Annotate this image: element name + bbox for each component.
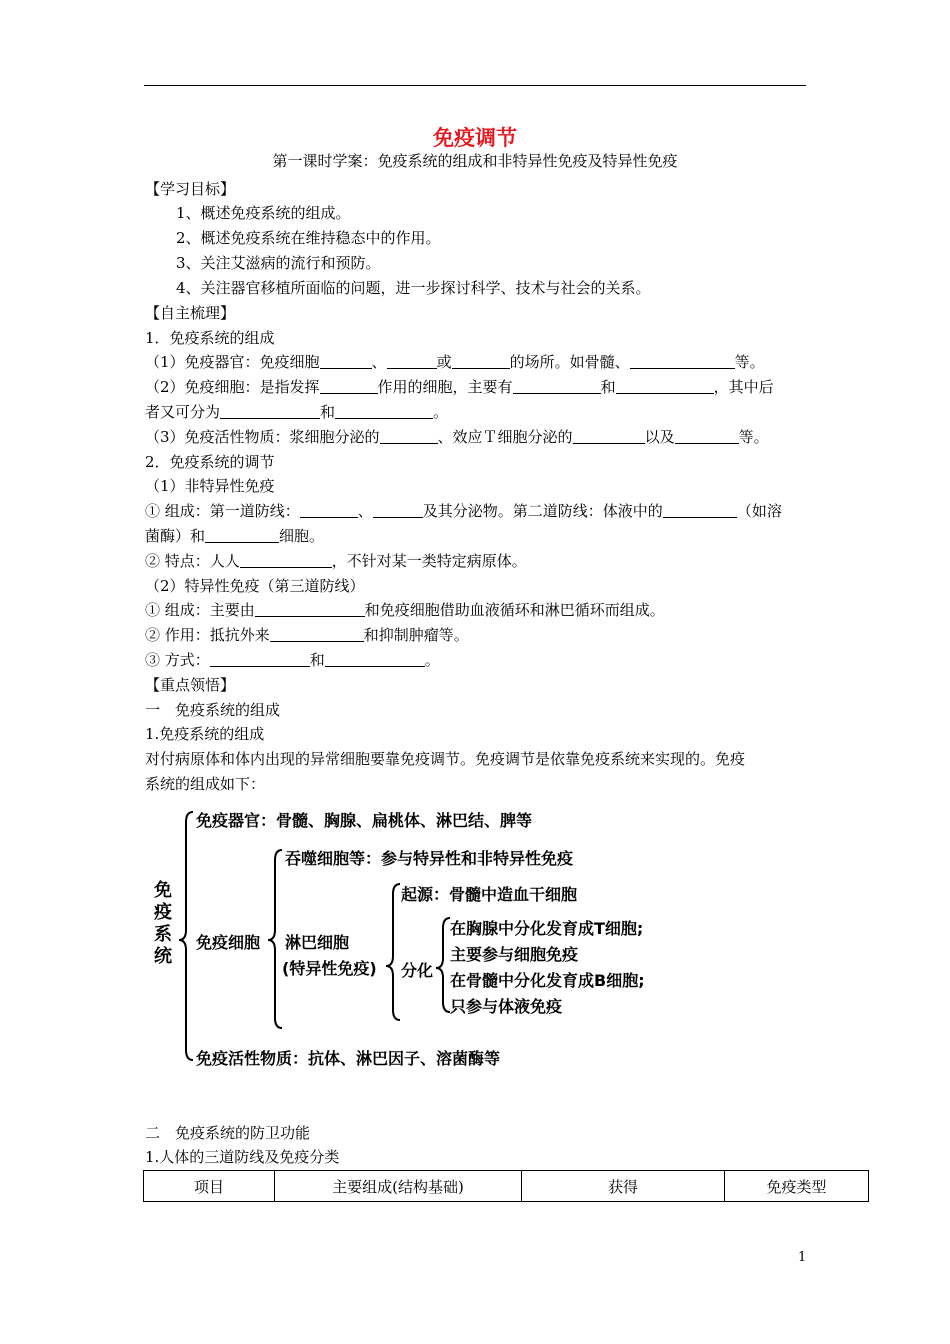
diagram-lymph-specific: (特异性免疫) [282,959,377,978]
key-section1: 一 免疫系统的组成 [145,701,281,719]
brace-lymph [386,884,400,1020]
sec2-sub: 1.人体的三道防线及免疫分类 [145,1148,340,1166]
specific-title: （2）特异性免疫（第三道防线） [145,577,365,595]
nonspecific-title: （1）非特异性免疫 [145,477,275,495]
doc-subtitle: 第一课时学案：免疫系统的组成和非特异性免疫及特异性免疫 [272,152,678,170]
diagram-diff: 分化 [401,961,434,980]
review-header: 【自主梳理】 [145,304,236,322]
table-header-row [144,1171,869,1202]
nonspecific-composition: ① 组成：第一道防线： 、 及其分泌物。第二道防线：体液中的 （如溶 [145,502,782,520]
doc-title: 免疫调节 [433,126,517,150]
key-paragraph-cont: 系统的组成如下： [145,775,266,793]
brace-root [179,812,193,1060]
review-section2-title: 2．免疫系统的调节 [145,453,275,471]
cells-line: （2）免疫细胞：是指发挥 作用的细胞，主要有 和 ，其中后 [145,378,774,396]
goal-item: 3、关注艾滋病的流行和预防。 [176,254,381,272]
specific-composition: ① 组成：主要由 和免疫细胞借助血液循环和淋巴循环而组成。 [145,601,665,619]
diagram-active: 免疫活性物质：抗体、淋巴因子、溶菌酶等 [196,1049,501,1068]
diagram-origin: 起源：骨髓中造血干细胞 [401,885,578,904]
brace-cells [268,850,282,1028]
key-paragraph: 对付病原体和体内出现的异常细胞要靠免疫调节。免疫调节是依靠免疫系统来实现的。免疫 [145,750,746,768]
goal-item: 1、概述免疫系统的组成。 [176,204,351,222]
diagram-lymph: 淋巴细胞 [285,933,350,952]
table-header: 免疫类型 [725,1171,869,1202]
diagram-phagocyte: 吞噬细胞等：参与特异性和非特异性免疫 [285,849,574,868]
specific-function: ② 作用：抵抗外来 和抑制肿瘤等。 [145,626,469,644]
page-number: 1 [798,1250,807,1265]
table-header: 主要组成(结构基础) [275,1171,522,1202]
key-header: 【重点领悟】 [145,676,236,694]
specific-mode: ③ 方式： 和 。 [145,651,440,669]
goals-header: 【学习目标】 [145,180,236,198]
table-header: 项目 [144,1171,275,1202]
key-sub1: 1.免疫系统的组成 [145,725,265,743]
diagram-cells: 免疫细胞 [196,933,261,952]
goal-item: 4、关注器官移植所面临的问题，进一步探讨科学、技术与社会的关系。 [176,279,651,297]
substances-line: （3）免疫活性物质：浆细胞分泌的 、效应Ｔ细胞分泌的 以及 等。 [145,428,769,446]
cells-line-cont: 者又可分为 和 。 [145,403,449,421]
goal-item: 2、概述免疫系统在维持稳态中的作用。 [176,229,441,247]
table-header: 获得 [522,1171,725,1202]
diagram-b-cell-role: 只参与体液免疫 [450,997,563,1016]
brace-diff [436,918,450,1012]
organs-line: （1）免疫器官：免疫细胞 、 或 的场所。如骨髓、 等。 [145,353,765,371]
diagram-root-label: 免 疫 系 统 [154,880,172,967]
sec2-title: 二 免疫系统的防卫功能 [145,1124,311,1142]
diagram-t-cell: 在胸腺中分化发育成T细胞; [450,919,644,938]
diagram-b-cell: 在骨髓中分化发育成B细胞; [450,971,645,990]
review-section1-title: 1．免疫系统的组成 [145,329,275,347]
diagram-t-cell-role: 主要参与细胞免疫 [450,945,579,964]
diagram-organs: 免疫器官：骨髓、胸腺、扁桃体、淋巴结、脾等 [196,811,533,830]
defense-table [143,1170,869,1202]
nonspecific-composition-cont: 菌酶）和 细胞。 [145,527,325,545]
nonspecific-feature: ② 特点：人人 ，不针对某一类特定病原体。 [145,552,527,570]
